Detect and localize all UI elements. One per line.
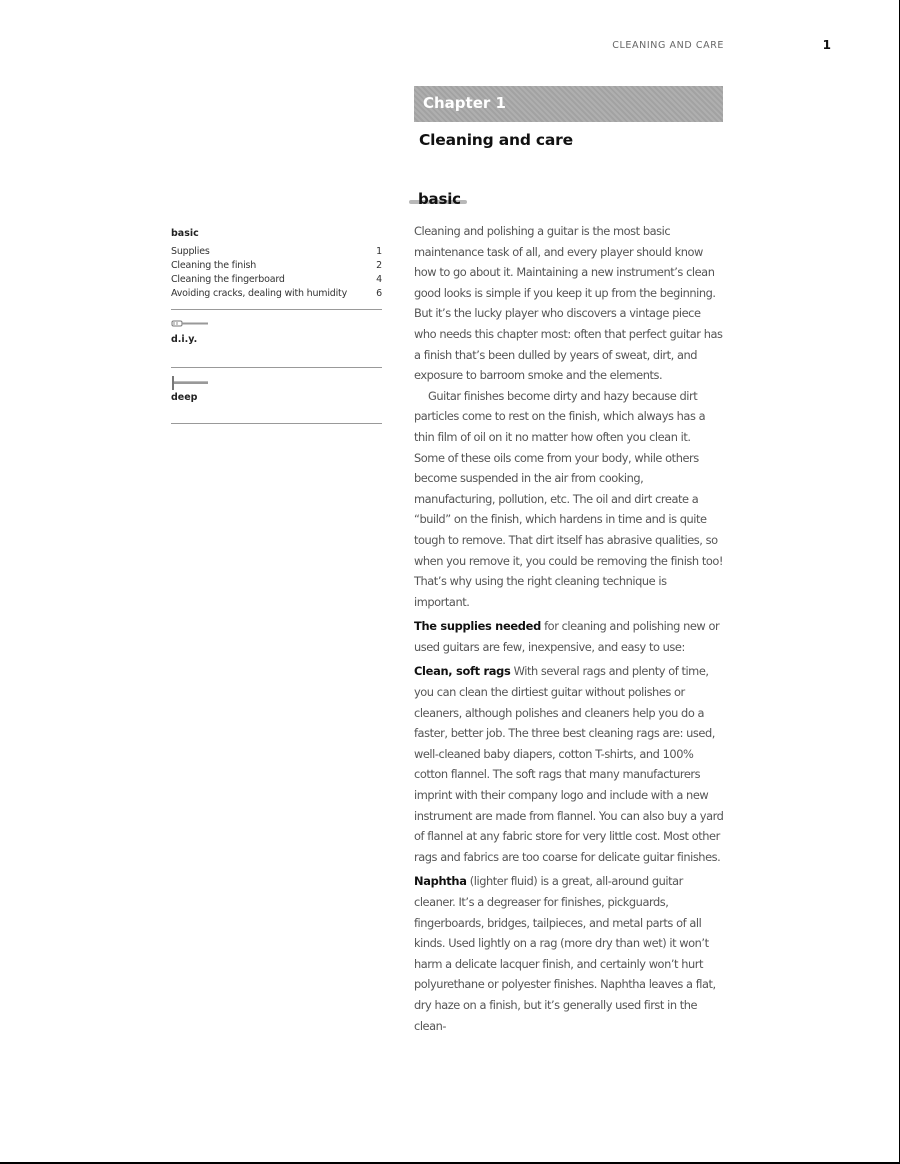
paragraph [414, 616, 724, 657]
paragraph [414, 661, 724, 867]
paragraph-text: (lighter fluid) is a great, all-around guitar cleaner. It’s a degreaser for finishes, pickguards, fingerboards, bridges, tailpieces, and metal parts of all kinds. Used lightly on a rag (more dry than wet) it won’t harm a delicate lacquer finish, and certainly won’t hurt polyurethane or polyester finishes. Naphtha leaves a flat, dry haze on a finish, but it’s generally used first in the clean- [414, 874, 716, 1033]
run-in-heading: Clean, soft rags [414, 664, 511, 679]
paragraph: Guitar finishes become dirty and hazy because dirt particles come to rest on the finish, which always has a thin film of oil on it no matter how often you clean it. Some of these oils come from your body, while others become suspended in the air from cooking, manufacturing, pollution, etc. The oil and dirt create a “build” on the finish, which hardens in time and is quite tough to remove. That dirt itself has abrasive qualities, so when you remove it, you could be removing the finish too! That’s why using the right cleaning technique is important. [414, 388, 724, 609]
sidebar-deep-heading: deep [171, 392, 198, 403]
toc-page: 2 [376, 260, 382, 271]
paragraph [414, 871, 724, 1036]
chapter-title: Cleaning and care [419, 131, 573, 149]
toc-page: 6 [376, 288, 382, 299]
chapter-label: Chapter 1 [423, 94, 506, 112]
section-label-text: basic [418, 190, 461, 208]
paragraph-text: With several rags and plenty of time, you can clean the dirtiest guitar without polishes or cleaners, although polishes and cleaners help you do a faster, better job. The three best cleaning rags are: used, well-cleaned baby diapers, cotton T-shirts, and 100% cotton flannel. The soft rags that many manufacturers imprint with their company logo and include with a new instrument are made from flannel. You can also buy a yard of flannel at any fabric store for very little cost. Most other rags and fabrics are too coarse for delicate guitar finishes. [414, 664, 724, 864]
toc-title: Cleaning the finish [171, 260, 257, 271]
sidebar-divider [171, 423, 382, 424]
run-in-heading: Naphtha [414, 874, 467, 889]
sidebar-basic-heading: basic [171, 228, 199, 239]
toc-title: Avoiding cracks, dealing with humidity [171, 288, 347, 299]
toc-entry [171, 287, 382, 301]
sidebar-divider [171, 309, 382, 310]
toc-entry [171, 273, 382, 287]
toc-entry [171, 259, 382, 273]
page-number: 1 [822, 38, 831, 52]
sidebar-diy-heading: d.i.y. [171, 334, 198, 345]
running-head: CLEANING AND CARE [612, 40, 724, 51]
sidebar-divider [171, 367, 382, 368]
run-in-heading: The supplies needed [414, 619, 541, 634]
paragraph: Cleaning and polishing a guitar is the most basic maintenance task of all, and every player should know how to go about it. Maintaining a new instrument’s clean good looks is simple if you keep it up from the beginning. But it’s the lucky player who discovers a vintage piece who needs this chapter most: often that perfect guitar has a finish that’s been dulled by years of sweat, dirt, and exposure to barroom smoke and the elements. [414, 224, 723, 383]
body-text [414, 221, 724, 1036]
toc-title: Cleaning the fingerboard [171, 274, 285, 285]
screwdriver-icon [171, 316, 382, 332]
section-label [413, 190, 461, 214]
toc-page: 4 [376, 274, 382, 285]
file-tool-icon [171, 374, 382, 390]
toc-entry [171, 245, 382, 259]
toc-title: Supplies [171, 246, 210, 257]
paragraph-text: for cleaning and polishing new or used guitars are few, inexpensive, and easy to use: [414, 619, 720, 654]
sidebar-contents [171, 228, 382, 424]
toc-page: 1 [376, 246, 382, 257]
chapter-band [414, 86, 723, 122]
